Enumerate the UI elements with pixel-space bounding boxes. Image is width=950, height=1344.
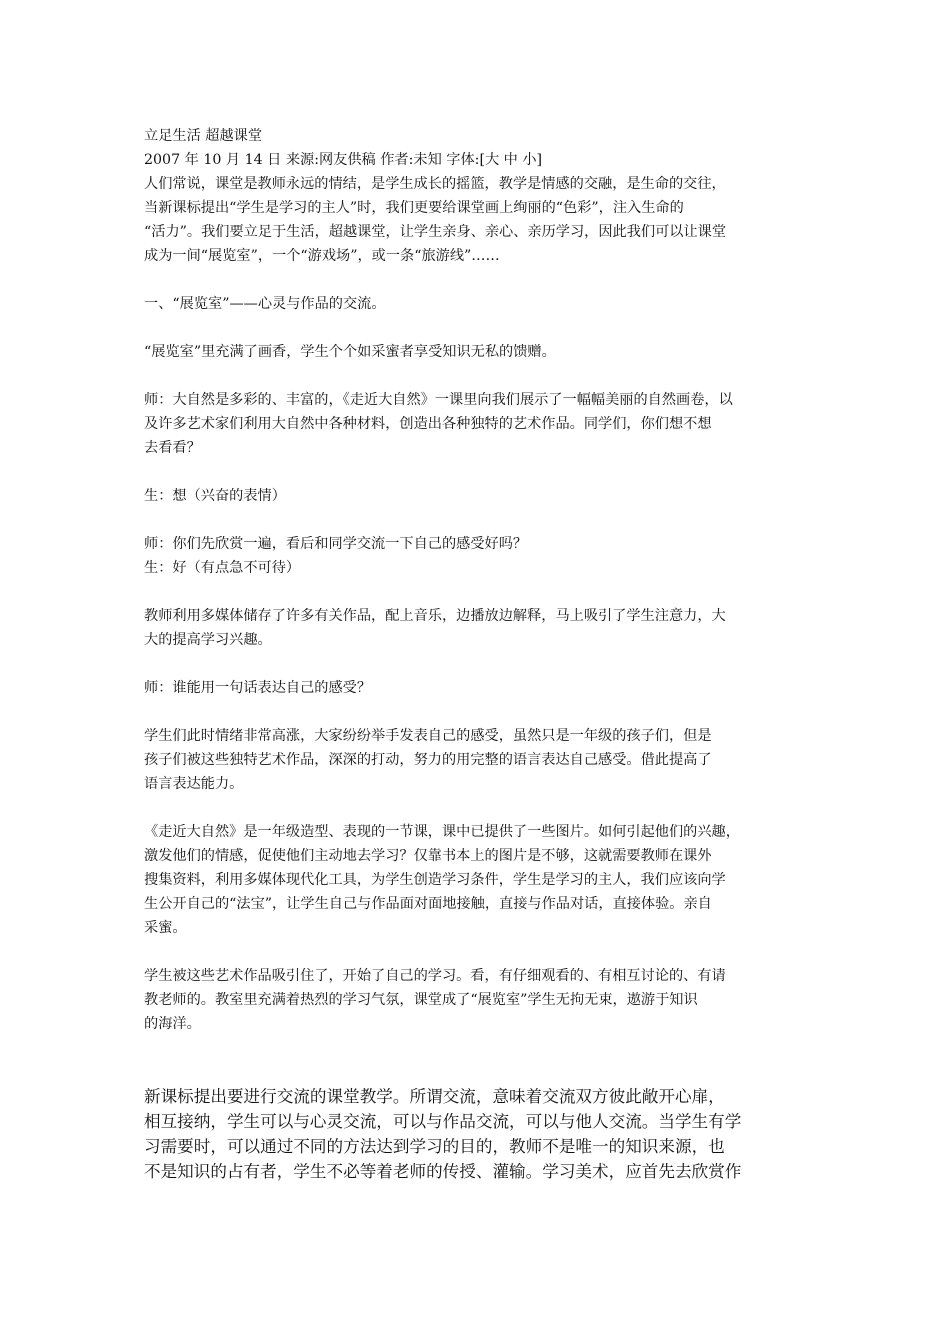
text-line: 语言表达能力。 bbox=[144, 776, 244, 792]
text-line: 采蜜。 bbox=[144, 920, 187, 936]
text-line: 教老师的。教室里充满着热烈的学习气氛，课堂成了“展览室”学生无拘无束，遨游于知识 bbox=[144, 992, 698, 1008]
text-line: 教师利用多媒体储存了许多有关作品，配上音乐，边播放边解释，马上吸引了学生注意力，大 bbox=[144, 608, 726, 624]
text-line: 新课标提出要进行交流的课堂教学。所谓交流，意味着交流双方彼此敞开心扉， bbox=[144, 1087, 725, 1106]
text-line: 搜集资料，利用多媒体现代化工具，为学生创造学习条件，学生是学习的主人，我们应该向学 bbox=[144, 872, 726, 888]
paragraph bbox=[144, 964, 810, 1036]
text-line: 孩子们被这些独特艺术作品，深深的打动，努力的用完整的语言表达自己感受。借此提高了 bbox=[144, 752, 712, 768]
text-line: 生公开自己的“法宝”，让学生自己与作品面对面地接触，直接与作品对话，直接体验。亲自 bbox=[144, 896, 712, 912]
paragraph: 师：你们先欣赏一遍，看后和同学交流一下自己的感受好吗？ bbox=[144, 536, 528, 552]
paragraph: 师：谁能用一句话表达自己的感受？ bbox=[144, 680, 372, 696]
text-line: 不是知识的占有者，学生不必等着老师的传授、灌输。学习美术，应首先去欣赏作 bbox=[144, 1162, 742, 1181]
text-line: “活力”。我们要立足于生活，超越课堂，让学生亲身、亲心、亲历学习，因此我们可以让课堂 bbox=[144, 224, 727, 240]
article-title: 立足生活 超越课堂 bbox=[144, 128, 263, 144]
text-line: 及许多艺术家们利用大自然中各种材料，创造出各种独特的艺术作品。同学们，你们想不想 bbox=[144, 416, 712, 432]
text-line: 的海洋。 bbox=[144, 1016, 201, 1032]
paragraph bbox=[144, 388, 810, 460]
paragraph bbox=[144, 604, 810, 652]
text-line: 师：大自然是多彩的、丰富的，《走近大自然》一课里向我们展示了一幅幅美丽的自然画卷，以 bbox=[144, 392, 733, 408]
paragraph-large bbox=[144, 1084, 810, 1184]
text-line: 人们常说，课堂是教师永远的情结，是学生成长的摇篮，教学是情感的交融，是生命的交往， bbox=[144, 176, 726, 192]
text-line: 去看看？ bbox=[144, 440, 201, 456]
paragraph bbox=[144, 820, 810, 940]
text-line: 学生们此时情绪非常高涨，大家纷纷举手发表自己的感受，虽然只是一年级的孩子们，但是 bbox=[144, 728, 712, 744]
article-meta: 2007 年 10 月 14 日 来源:网友供稿 作者:未知 字体:[大 中 小] bbox=[144, 152, 543, 168]
intro-paragraph bbox=[144, 172, 810, 268]
text-line: 相互接纳，学生可以与心灵交流，可以与作品交流，可以与他人交流。当学生有学 bbox=[144, 1112, 742, 1131]
text-line: 学生被这些艺术作品吸引住了，开始了自己的学习。看，有仔细观看的、有相互讨论的、有请 bbox=[144, 968, 726, 984]
paragraph: 生：好（有点急不可待） bbox=[144, 560, 301, 576]
text-line: 当新课标提出“学生是学习的主人”时，我们更要给课堂画上绚丽的“色彩”，注入生命的 bbox=[144, 200, 684, 216]
text-line: 成为一间“展览室”，一个“游戏场”，或一条“旅游线”…… bbox=[144, 248, 500, 264]
text-line: 大的提高学习兴趣。 bbox=[144, 632, 272, 648]
section-heading: 一、“展览室”——心灵与作品的交流。 bbox=[144, 296, 386, 312]
paragraph: 生：想（兴奋的表情） bbox=[144, 488, 286, 504]
text-line: 激发他们的情感，促使他们主动地去学习？仅靠书本上的图片是不够，这就需要教师在课外 bbox=[144, 848, 712, 864]
text-line: 习需要时，可以通过不同的方法达到学习的目的，教师不是唯一的知识来源，也 bbox=[144, 1137, 725, 1156]
paragraph: “展览室”里充满了画香，学生个个如采蜜者享受知识无私的馈赠。 bbox=[144, 344, 556, 360]
article bbox=[144, 124, 810, 1184]
text-line: 《走近大自然》是一年级造型、表现的一节课，课中已提供了一些图片。如何引起他们的兴趣， bbox=[144, 824, 740, 840]
paragraph bbox=[144, 724, 810, 796]
